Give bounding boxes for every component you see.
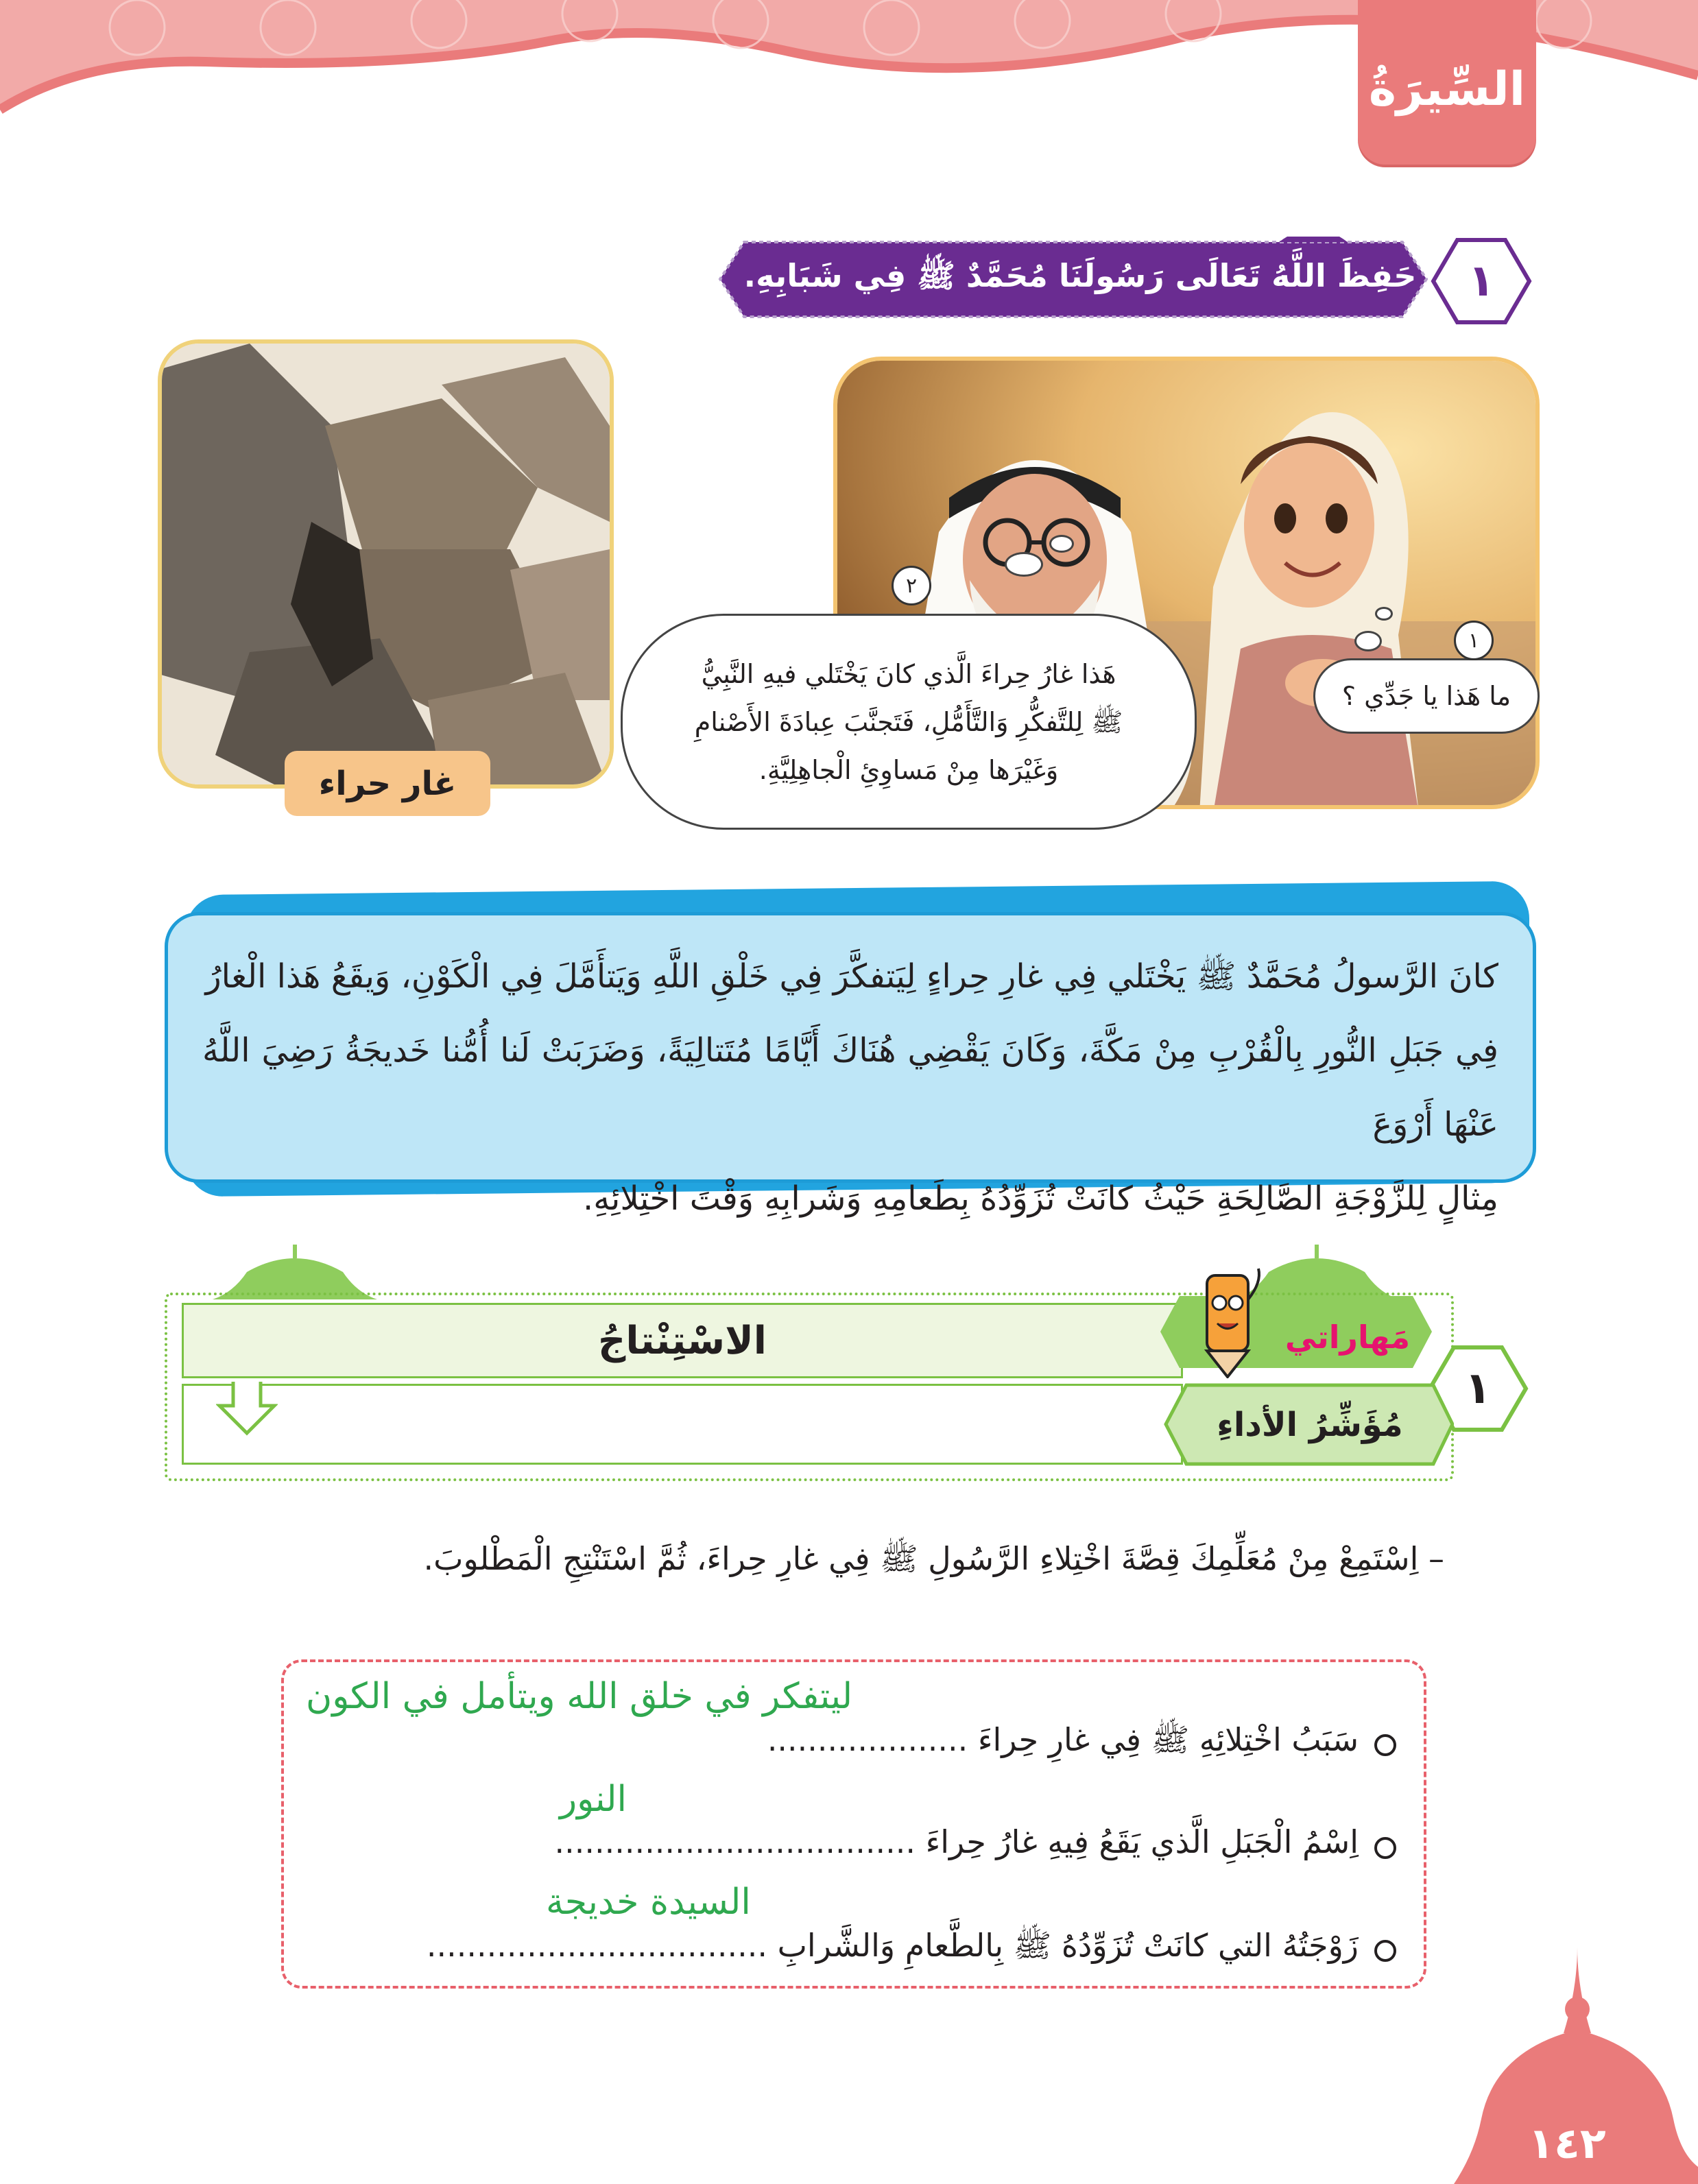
down-arrow-icon (216, 1382, 278, 1437)
speech-bubble-grandfather (621, 614, 1197, 830)
lesson-title-banner (717, 237, 1430, 322)
bullet-icon (1374, 1940, 1396, 1962)
instruction-text: – اِسْتَمِعْ مِنْ مُعَلِّمِكَ قِصَّةَ اخْتِلاءِ الرَّسُولِ ﷺ فِي غارِ حِراءَ، ثُمَّ اسْتَنْتِجِ الْمَطْلوبَ. (423, 1540, 1444, 1577)
info-line: مِثالٍ لِلزَّوْجَةِ الصَّالِحَةِ حَيْثُ كانَتْ تُزَوِّدُهُ بِطَعامِهِ وَشَرابِهِ وَقْتَ اخْتِلائِهِ. (583, 1179, 1498, 1218)
answer-text[interactable]: النور (560, 1779, 627, 1820)
thought-dot (1049, 535, 1074, 553)
hira-cave-image (158, 344, 610, 789)
answer-text[interactable]: السيدة خديجة (546, 1882, 751, 1923)
skills-number: ١ (1464, 1363, 1492, 1414)
cave-photo (158, 339, 614, 789)
bullet-icon (1374, 1734, 1396, 1756)
speech-number: ١ (1454, 621, 1494, 660)
question-row (306, 1882, 1396, 1981)
thought-dot (1375, 607, 1393, 621)
answers-box (281, 1659, 1426, 1989)
cave-label: غار حراء (285, 751, 490, 816)
thought-dot (1005, 552, 1043, 577)
question-text: سَبَبُ اخْتِلائِهِ ﷺ فِي غارِ حِراءَ .................... (767, 1721, 1359, 1758)
skill-topic: الاسْتِنْتاجُ (598, 1318, 767, 1363)
speech-bubble-girl (1313, 658, 1540, 734)
bullet-icon (1374, 1837, 1396, 1859)
chapter-tab (1358, 0, 1536, 165)
lesson-number-badge (1430, 237, 1533, 326)
lesson-number: ١ (1468, 256, 1495, 307)
page-number: ١٤٢ (1528, 2117, 1606, 2168)
question-row (306, 1779, 1396, 1878)
thought-dot (1354, 631, 1382, 651)
info-line: كانَ الرَّسولُ مُحَمَّدٌ ﷺ يَخْتَلي فِي غارِ حِراءٍ لِيَتفكَّرَ فِي خَلْقِ اللَّهِ وَيَتأَمَّلَ فِي الْكَوْنِ، وَيقَعُ هَذا الْغارُ (205, 957, 1498, 996)
question-text: اِسْمُ الْجَبَلِ الَّذي يَقَعُ فِيهِ غارُ حِراءَ .................................... (554, 1823, 1359, 1860)
question-text: زَوْجَتُهُ التي كانَتْ تُزَوِّدُهُ ﷺ بِالطَّعامِ وَالشَّرابِ .................................. (426, 1927, 1359, 1964)
performance-indicator: مُؤَشِّرُ الأداءِ (1217, 1405, 1403, 1444)
indicator-row (182, 1384, 1183, 1465)
speech-line: ﷺ لِلتَّفكُّرِ وَالتَّأَمُّلِ، فَتَجنَّبَ عِبادَةَ الأَصْنامِ (694, 706, 1123, 737)
question-row (306, 1676, 1396, 1775)
skills-label: مَهاراتي (1284, 1319, 1411, 1356)
dome-decoration (206, 1245, 384, 1299)
lesson-title: حَفِظَ اللَّهُ تَعَالَى رَسُولَنَا مُحَمَّدٌ ﷺ فِي شَبَابِهِ. (743, 257, 1417, 294)
info-box (165, 912, 1536, 1218)
speech-line: وَغَيْرَها مِنْ مَساوِئِ الْجاهِلِيَّةِ. (758, 754, 1059, 785)
answer-text[interactable]: ليتفكر في خلق الله ويتأمل في الكون (306, 1676, 853, 1717)
info-line: فِي جَبَلِ النُّورِ بِالْقُرْبِ مِنْ مَكَّةَ، وَكَانَ يَقْضِي هُنَاكَ أَيَّامًا مُتَتالِيَةً، وَضَرَبَتْ لَنا أُمُّنا خَديجَةُ رَضِيَ اللَّهُ عَنْهَا أَرْوَعَ (202, 1031, 1498, 1144)
speech-line: هَذا غارُ حِراءَ الَّذي كانَ يَخْتَلي فيهِ النَّبِيُّ (701, 658, 1116, 689)
speech-number: ٢ (892, 566, 931, 605)
chapter-title: السِّيرَةُ (1368, 62, 1526, 117)
pencil-mascot-icon (1193, 1262, 1269, 1378)
speech-text: ما هَذا يا جَدِّي ؟ (1341, 681, 1511, 711)
